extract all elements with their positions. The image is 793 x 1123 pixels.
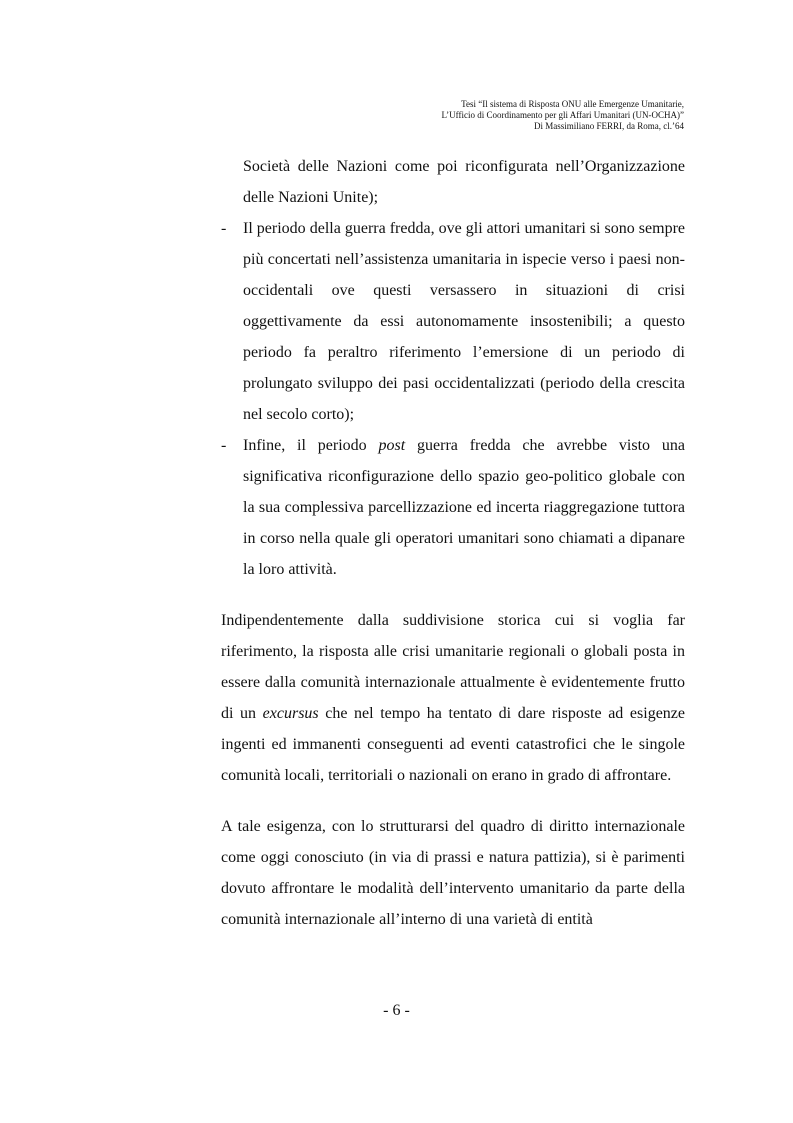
list-item-continuation: Società delle Nazioni come poi riconfigurata nell’Organizzazione delle Nazioni Unite); bbox=[243, 158, 685, 206]
header-line-1: Tesi “Il sistema di Risposta ONU alle Emergenze Umanitarie, bbox=[461, 99, 684, 109]
list-item-cold-war bbox=[221, 213, 685, 430]
page-number: - 6 - bbox=[383, 1002, 410, 1019]
list-item-text-a: Infine, il periodo bbox=[243, 437, 379, 454]
header-line-3: Di Massimiliano FERRI, da Roma, cl.’64 bbox=[534, 121, 684, 131]
paragraph-1-text-a: Indipendentemente dalla suddivisione storica cui si voglia far riferimento, la risposta alle crisi umanitarie regionali o globali posta in essere dalla comunità internazionale attualmente è evidentemente frutto di un bbox=[221, 612, 685, 722]
list-dash: - bbox=[221, 220, 227, 237]
list-item-text-b: guerra fredda che avrebbe visto una significativa riconfigurazione dello spazio geo-politico globale con la sua complessiva parcellizzazione ed incerta riaggregazione tuttora in corso nella quale gli operatori umanitari sono chiamati a dipanare la loro attività. bbox=[243, 437, 685, 578]
list-item-post-cold-war bbox=[221, 430, 685, 585]
running-header bbox=[264, 99, 684, 132]
list-item-emphasis: post bbox=[378, 437, 406, 454]
list-dash: - bbox=[221, 437, 227, 454]
paragraph-1-emphasis: excursus bbox=[262, 705, 319, 722]
header-line-2: L’Ufficio di Coordinamento per gli Affari Umanitari (UN-OCHA)” bbox=[441, 110, 684, 120]
list-item-text: Il periodo della guerra fredda, ove gli attori umanitari si sono sempre più concertati nell’assistenza umanitaria in ispecie verso i paesi non-occidentali ove questi versassero in situazioni di crisi oggettivamente da essi autonomamente insostenibili; a questo periodo fa peraltro riferimento l’emersione di un periodo di prolungato sviluppo dei pasi occidentalizzati (periodo della crescita nel secolo corto); bbox=[243, 220, 685, 423]
paragraph-2: A tale esigenza, con lo strutturarsi del quadro di diritto internazionale come oggi conosciuto (in via di prassi e natura pattizia), si è parimenti dovuto affrontare le modalità dell’intervento umanitario da parte della comunità internazionale all’interno di una varietà di entità bbox=[221, 818, 685, 928]
paragraph-1 bbox=[221, 605, 685, 791]
paragraph-1-text-b: che nel tempo ha tentato di dare risposte ad esigenze ingenti ed immanenti conseguenti ad eventi catastrofici che le singole comunità locali, territoriali o nazionali on erano in grado di affrontare. bbox=[221, 705, 685, 784]
main-text bbox=[221, 151, 685, 935]
